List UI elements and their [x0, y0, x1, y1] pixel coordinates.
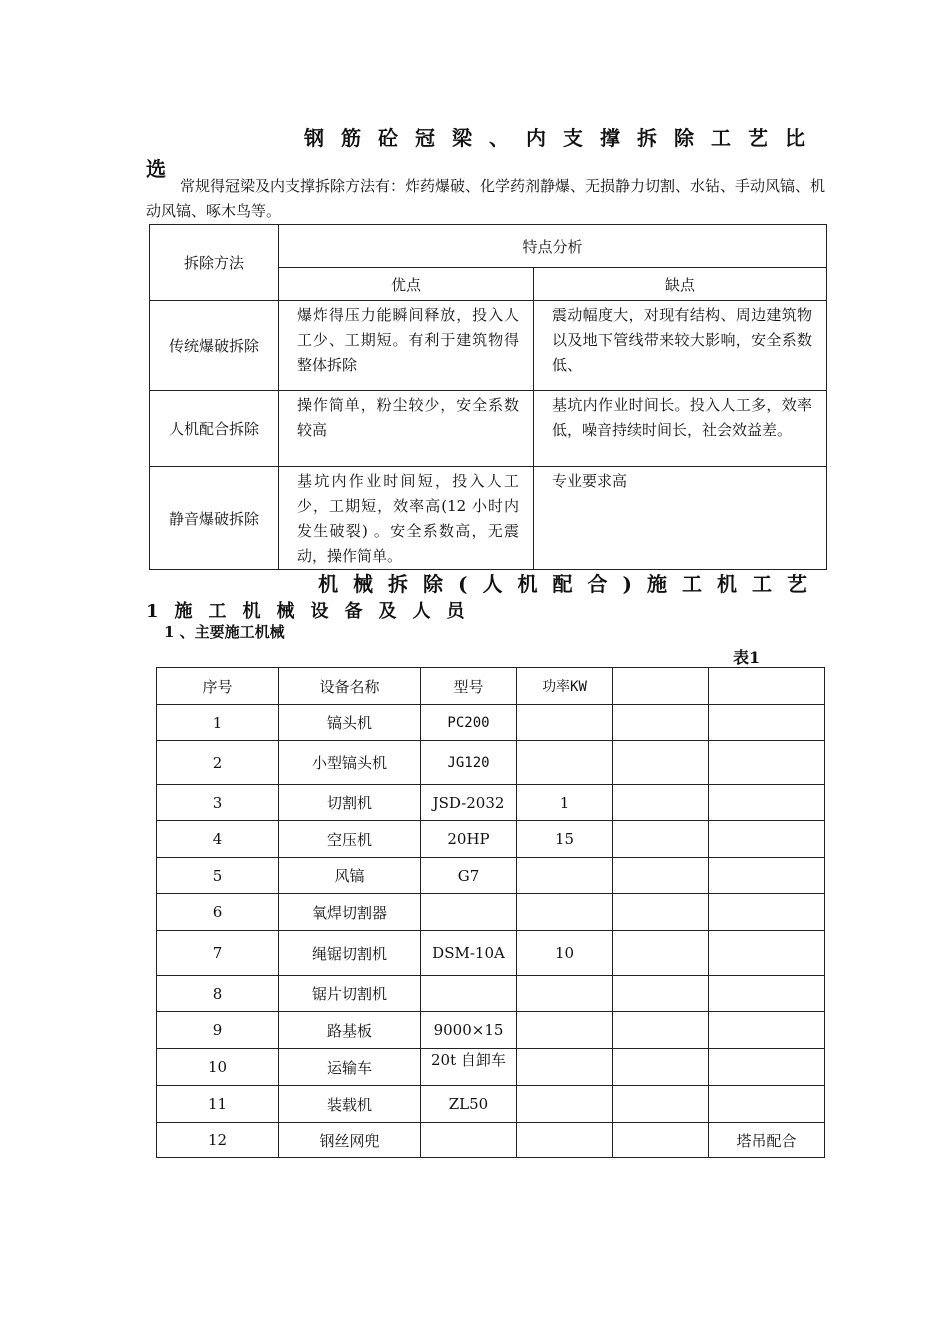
equipment-row: [157, 741, 825, 785]
remark-cell: [709, 1012, 825, 1049]
equipment-name-cell: 锯片切割机: [279, 976, 421, 1012]
power-cell: 1: [517, 785, 613, 821]
remark-cell: [709, 894, 825, 931]
power-cell: 15: [517, 821, 613, 858]
header-equipment-name-cell: 设备名称: [279, 668, 421, 705]
index-cell: 1: [157, 705, 279, 741]
equipment-name-cell: 运输车: [279, 1049, 421, 1086]
power-cell: [517, 1086, 613, 1123]
equipment-row: [157, 1049, 825, 1086]
equipment-name-cell: 装载机: [279, 1086, 421, 1123]
index-cell: 6: [157, 894, 279, 931]
header-model-cell: 型号: [421, 668, 517, 705]
cons-header: 缺点: [534, 268, 827, 301]
title-line-1: 钢筋砼冠梁、内支撑拆除工艺比: [304, 126, 822, 150]
model-cell: JSD-2032: [421, 785, 517, 821]
remark-cell: 塔吊配合: [709, 1123, 825, 1158]
equipment-row: [157, 976, 825, 1012]
cons-cell: 专业要求高: [534, 467, 827, 570]
pros-cell: 操作简单，粉尘较少，安全系数较高: [279, 391, 534, 467]
remark-cell: [709, 785, 825, 821]
remark-cell: [709, 705, 825, 741]
model-text: 20t 自卸车: [431, 1051, 506, 1069]
extra-cell: [613, 858, 709, 894]
header-remark-cell: [709, 668, 825, 705]
equipment-header-row: [157, 668, 825, 705]
extra-cell: [613, 931, 709, 976]
extra-cell: [613, 976, 709, 1012]
comparison-table: [149, 224, 827, 570]
comparison-row: [150, 467, 827, 570]
equipment-row: [157, 705, 825, 741]
subsection-heading: 1 、主要施工机械: [164, 623, 285, 641]
section-title-line-2: 1施工机械设备及人员: [146, 601, 481, 622]
method-cell: 传统爆破拆除: [150, 301, 279, 391]
equipment-row: [157, 894, 825, 931]
intro-paragraph: 常规得冠梁及内支撑拆除方法有：炸药爆破、化学药剂静爆、无损静力切割、水钻、手动风镐、机动风镐、啄木鸟等。: [146, 177, 826, 220]
power-cell: [517, 1012, 613, 1049]
model-cell: ZL50: [421, 1086, 517, 1123]
extra-cell: [613, 1123, 709, 1158]
remark-cell: [709, 1049, 825, 1086]
index-cell: 4: [157, 821, 279, 858]
equipment-name-cell: 切割机: [279, 785, 421, 821]
header-index-cell: 序号: [157, 668, 279, 705]
header-extra-cell: [613, 668, 709, 705]
remark-cell: [709, 858, 825, 894]
index-cell: 9: [157, 1012, 279, 1049]
model-cell: [421, 1049, 517, 1086]
extra-cell: [613, 821, 709, 858]
equipment-row: [157, 858, 825, 894]
extra-cell: [613, 785, 709, 821]
index-cell: 2: [157, 741, 279, 785]
index-cell: 12: [157, 1123, 279, 1158]
analysis-header: 特点分析: [279, 225, 827, 268]
pros-header: 优点: [279, 268, 534, 301]
power-cell: [517, 705, 613, 741]
equipment-name-cell: 氧焊切割器: [279, 894, 421, 931]
extra-cell: [613, 705, 709, 741]
equipment-row: [157, 785, 825, 821]
power-cell: [517, 1123, 613, 1158]
power-cell: [517, 741, 613, 785]
model-cell: 9000×15: [421, 1012, 517, 1049]
power-cell: [517, 858, 613, 894]
title-line-2: 选: [146, 157, 166, 181]
remark-cell: [709, 1086, 825, 1123]
extra-cell: [613, 894, 709, 931]
section-title: [146, 568, 836, 623]
power-cell: 10: [517, 931, 613, 976]
model-cell: G7: [421, 858, 517, 894]
remark-cell: [709, 741, 825, 785]
pros-cell: 基坑内作业时间短，投入人工少，工期短，效率高(12 小时内发生破裂) 。安全系数高，无震动，操作简单。: [279, 467, 534, 570]
method-cell: 静音爆破拆除: [150, 467, 279, 570]
remark-cell: [709, 976, 825, 1012]
power-cell: [517, 894, 613, 931]
method-cell: 人机配合拆除: [150, 391, 279, 467]
method-header: 拆除方法: [150, 225, 279, 301]
equipment-name-cell: 小型镐头机: [279, 741, 421, 785]
table-label: 表1: [733, 648, 761, 667]
model-cell: DSM-10A: [421, 931, 517, 976]
extra-cell: [613, 1012, 709, 1049]
equipment-name-cell: 路基板: [279, 1012, 421, 1049]
equipment-row: [157, 821, 825, 858]
model-cell: [421, 976, 517, 1012]
index-cell: 11: [157, 1086, 279, 1123]
model-cell: JG120: [421, 741, 517, 785]
remark-cell: [709, 821, 825, 858]
extra-cell: [613, 741, 709, 785]
index-cell: 7: [157, 931, 279, 976]
extra-cell: [613, 1049, 709, 1086]
equipment-name-cell: 空压机: [279, 821, 421, 858]
section-title-line-1: 机械拆除(人机配合)施工机工艺: [318, 572, 822, 596]
cons-cell: 震动幅度大，对现有结构、周边建筑物以及地下管线带来较大影响，安全系数低、: [534, 301, 827, 391]
equipment-row: [157, 931, 825, 976]
equipment-row: [157, 1012, 825, 1049]
comparison-row: [150, 391, 827, 467]
header-power-cell: 功率KW: [517, 668, 613, 705]
document-title: [146, 122, 836, 182]
power-cell: [517, 976, 613, 1012]
comparison-row: [150, 301, 827, 391]
remark-cell: [709, 931, 825, 976]
index-cell: 3: [157, 785, 279, 821]
equipment-name-cell: 风镐: [279, 858, 421, 894]
equipment-row: [157, 1086, 825, 1123]
cons-cell: 基坑内作业时间长。投入人工多，效率低，噪音持续时间长，社会效益差。: [534, 391, 827, 467]
index-cell: 10: [157, 1049, 279, 1086]
model-cell: [421, 894, 517, 931]
equipment-name-cell: 钢丝网兜: [279, 1123, 421, 1158]
equipment-name-cell: 绳锯切割机: [279, 931, 421, 976]
index-cell: 8: [157, 976, 279, 1012]
equipment-table: [156, 667, 825, 1158]
model-cell: PC200: [421, 705, 517, 741]
pros-cell: 爆炸得压力能瞬间释放，投入人工少、工期短。有利于建筑物得整体拆除: [279, 301, 534, 391]
equipment-name-cell: 镐头机: [279, 705, 421, 741]
power-cell: [517, 1049, 613, 1086]
equipment-row: [157, 1123, 825, 1158]
model-cell: [421, 1123, 517, 1158]
index-cell: 5: [157, 858, 279, 894]
extra-cell: [613, 1086, 709, 1123]
model-cell: 20HP: [421, 821, 517, 858]
